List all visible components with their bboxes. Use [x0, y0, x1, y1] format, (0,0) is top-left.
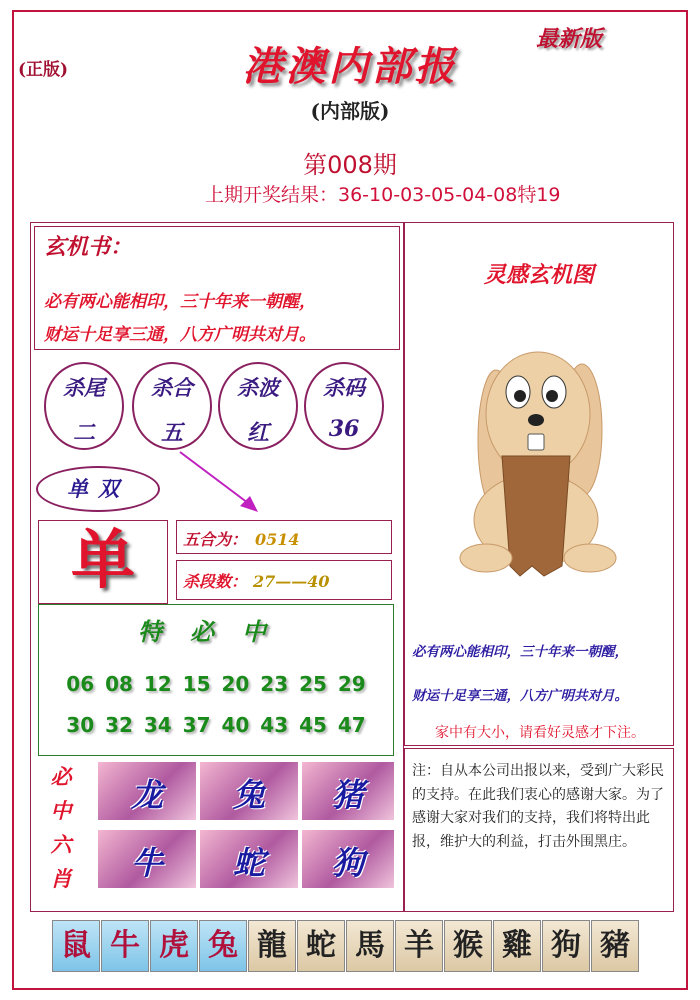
right-hint: 家中有大小，请看好灵感才下注。: [435, 725, 645, 741]
kill-number-value: 36: [328, 416, 360, 442]
zodiac-bar-rat: 鼠: [52, 920, 100, 972]
five-combo-box: [176, 520, 392, 554]
zodiac-bar-rabbit: 兔: [199, 920, 247, 972]
special-numbers-row-2: 30 32 34 37 40 43 45 47: [66, 713, 366, 737]
kill-segment-label: 杀段数：: [183, 572, 248, 591]
zodiac-cell-6: [302, 830, 394, 888]
kill-segment-box: [176, 560, 392, 600]
zodiac-cell-2: [200, 762, 298, 820]
kill-combo-oval: [132, 362, 212, 450]
kill-tail-value: 二: [72, 420, 95, 446]
special-numbers-row-1: 06 08 12 15 20 23 25 29: [66, 672, 366, 696]
special-title: 特必中: [138, 617, 294, 646]
zodiac-label-1: 龙: [130, 776, 163, 814]
zodiac-bar-pig: 豬: [591, 920, 639, 972]
zodiac-label-4: 牛: [130, 844, 163, 882]
kill-wave-label: 杀波: [237, 375, 279, 400]
kill-combo-value: 五: [160, 420, 183, 446]
odd-even-oval: 单双: [36, 466, 160, 512]
zodiac-bar-goat: 羊: [395, 920, 443, 972]
zodiac-cell-1: [98, 762, 196, 820]
zodiac-bar-dog: 狗: [542, 920, 590, 972]
page-title: 港澳内部报: [242, 43, 458, 90]
xuanjishu-line-1: 必有两心能相印，三十年来一朝醒，: [44, 292, 316, 312]
zodiac-label-6: 狗: [331, 844, 364, 882]
zodiac-label-2: 兔: [232, 776, 265, 814]
page-subtitle: (内部版): [310, 99, 390, 123]
six-zodiac-title: 必中六肖: [50, 764, 72, 891]
kill-number-oval: [304, 362, 384, 450]
zodiac-cell-5: [200, 830, 298, 888]
kill-tail-oval: [44, 362, 124, 450]
last-result: 上期开奖结果：36-10-03-05-04-08特19: [205, 184, 561, 206]
inspiration-title: 灵感玄机图: [483, 262, 594, 288]
zodiac-label-5: 蛇: [232, 844, 265, 882]
latest-edition-tag: 最新版: [536, 26, 603, 52]
plush-rabbit-image: [440, 330, 640, 580]
zodiac-bar-snake: 蛇: [297, 920, 345, 972]
note-text: 注：自从本公司出报以来，受到广大彩民的支持。在此我们衷心的感谢大家。为了感谢大家对我们的支持，我们将特出此报，维护大的利益，打击外围黑庄。: [412, 763, 664, 850]
zodiac-bar-ox: 牛: [101, 920, 149, 972]
zodiac-bar-horse: 馬: [346, 920, 394, 972]
zodiac-bar-monkey: 猴: [444, 920, 492, 972]
zodiac-bar-dragon: 龍: [248, 920, 296, 972]
zodiac-cell-4: [98, 830, 196, 888]
right-poem-line-1: 必有两心能相印，三十年来一朝醒，: [412, 644, 628, 660]
zodiac-bar-rooster: 雞: [493, 920, 541, 972]
arrow-icon: [176, 446, 266, 518]
zodiac-label-3: 猪: [331, 776, 364, 814]
genuine-tag: (正版): [18, 60, 69, 80]
issue-number: 第008期: [303, 151, 397, 179]
dan-character: 单: [71, 523, 135, 598]
right-poem-line-2: 财运十足享三通，八方广明共对月。: [412, 688, 628, 704]
zodiac-cell-3: [302, 762, 394, 820]
kill-number-label: 杀码: [323, 375, 365, 400]
five-combo-label: 五合为：: [183, 530, 248, 549]
kill-wave-oval: [218, 362, 298, 450]
xuanjishu-line-2: 财运十足享三通，八方广明共对月。: [44, 325, 316, 345]
kill-tail-label: 杀尾: [63, 375, 105, 400]
five-combo-value: 0514: [255, 530, 300, 549]
kill-wave-value: 红: [246, 420, 269, 446]
zodiac-bar-tiger: 虎: [150, 920, 198, 972]
xuanjishu-title: 玄机书：: [44, 234, 133, 260]
kill-segment-value: 27——40: [253, 572, 330, 591]
kill-combo-label: 杀合: [151, 375, 193, 400]
